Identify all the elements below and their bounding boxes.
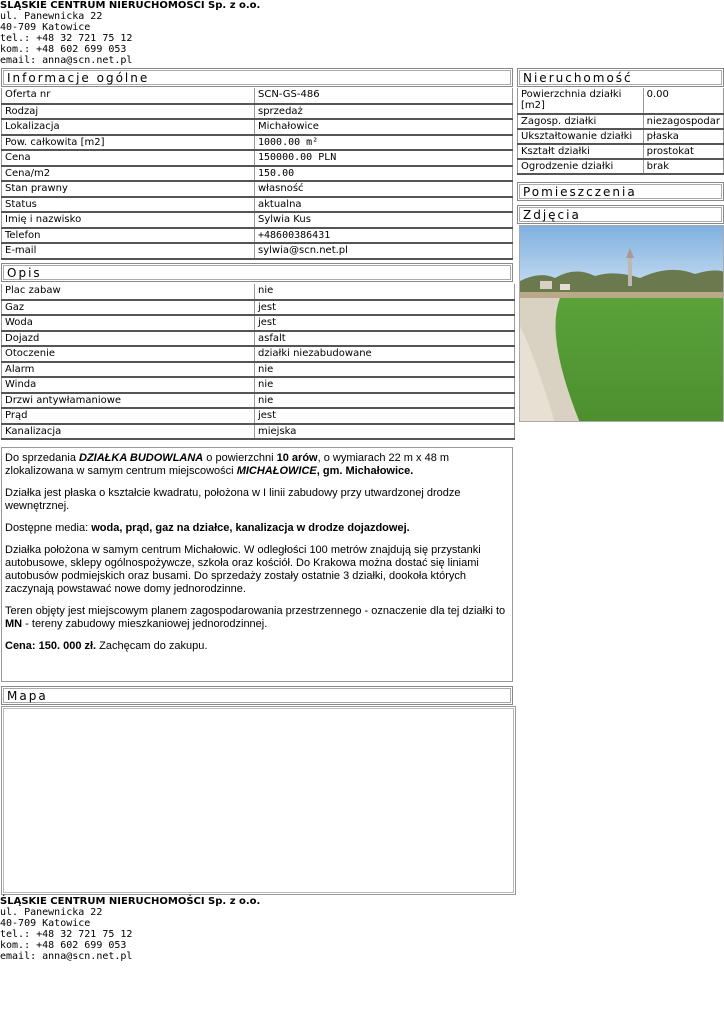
property-row-label: Ogrodzenie działki bbox=[518, 159, 644, 174]
feature-row-label: Woda bbox=[2, 315, 255, 331]
section-title-photos: Zdjęcia bbox=[517, 205, 724, 224]
general-info-row-value: SCN-GS-486 bbox=[255, 88, 513, 104]
general-info-row-value: 150.00 bbox=[255, 166, 513, 182]
general-info-row-label: Rodzaj bbox=[2, 104, 255, 120]
general-info-row-value: 1000.00 m² bbox=[255, 135, 513, 151]
landscape-photo-icon bbox=[520, 226, 724, 422]
feature-row-label: Gaz bbox=[2, 300, 255, 316]
feature-row bbox=[2, 362, 515, 378]
company-name: ŚLĄSKIE CENTRUM NIERUCHOMOŚCI Sp. z o.o. bbox=[0, 0, 261, 11]
section-title-description: Opis bbox=[1, 263, 513, 282]
footer-mobile: kom.: +48 602 699 053 bbox=[0, 940, 127, 951]
feature-row-label: Dojazd bbox=[2, 331, 255, 347]
feature-row bbox=[2, 284, 515, 300]
general-info-row bbox=[2, 243, 513, 259]
feature-row-value: miejska bbox=[255, 424, 515, 440]
general-info-row bbox=[2, 166, 513, 182]
general-info-row-value: własność bbox=[255, 181, 513, 197]
feature-row-value: nie bbox=[255, 377, 515, 393]
footer-city: 40-709 Katowice bbox=[0, 918, 91, 929]
feature-row-value: jest bbox=[255, 300, 515, 316]
description-paragraph-2: Działka jest płaska o kształcie kwadratu, położona w I linii zabudowy przy utwardzonej drodze wewnętrznej. bbox=[5, 487, 461, 512]
feature-row bbox=[2, 377, 515, 393]
features-table bbox=[1, 284, 515, 440]
feature-row bbox=[2, 300, 515, 316]
general-info-row-value: Sylwia Kus bbox=[255, 212, 513, 228]
feature-row-label: Kanalizacja bbox=[2, 424, 255, 440]
general-info-row-value: aktualna bbox=[255, 197, 513, 213]
property-row-value: brak bbox=[643, 159, 723, 174]
general-info-row bbox=[2, 135, 513, 151]
general-info-row-value: 150000.00 PLN bbox=[255, 150, 513, 166]
feature-row-label: Alarm bbox=[2, 362, 255, 378]
map-area[interactable] bbox=[1, 706, 516, 895]
property-row bbox=[518, 159, 724, 174]
general-info-row-value: Michałowice bbox=[255, 119, 513, 135]
general-info-row bbox=[2, 181, 513, 197]
section-title-general: Informacje ogólne bbox=[1, 68, 513, 87]
property-row-value: 0.00 bbox=[643, 88, 723, 114]
property-row-label: Zagosp. działki bbox=[518, 114, 644, 129]
section-title-rooms: Pomieszczenia bbox=[517, 182, 724, 201]
general-info-row bbox=[2, 150, 513, 166]
feature-row bbox=[2, 331, 515, 347]
feature-row bbox=[2, 408, 515, 424]
footer-email[interactable]: email: anna@scn.net.pl bbox=[0, 951, 133, 962]
property-row-label: Kształt działki bbox=[518, 144, 644, 159]
company-email[interactable]: email: anna@scn.net.pl bbox=[0, 55, 133, 66]
general-info-row-label: Oferta nr bbox=[2, 88, 255, 104]
feature-row bbox=[2, 346, 515, 362]
feature-row-value: nie bbox=[255, 284, 515, 300]
agency-header bbox=[0, 0, 260, 66]
footer-street: ul. Panewnicka 22 bbox=[0, 907, 103, 918]
general-info-table bbox=[1, 88, 513, 260]
company-mobile: kom.: +48 602 699 053 bbox=[0, 44, 127, 55]
property-table bbox=[517, 88, 724, 175]
property-row bbox=[518, 129, 724, 144]
footer-phone: tel.: +48 32 721 75 12 bbox=[0, 929, 133, 940]
feature-row-value: nie bbox=[255, 362, 515, 378]
general-info-row-value[interactable]: sylwia@scn.net.pl bbox=[255, 243, 513, 259]
general-info-row-label: Stan prawny bbox=[2, 181, 255, 197]
description-paragraph-1: Do sprzedania DZIAŁKA BUDOWLANA o powierzchni 10 arów, o wymiarach 22 m x 48 m zlokalizowana w samym centrum miejscowości MICHAŁOWICE, gm. Michałowice. bbox=[5, 452, 450, 477]
general-info-row-value: sprzedaż bbox=[255, 104, 513, 120]
feature-row-value: nie bbox=[255, 393, 515, 409]
general-info-row bbox=[2, 88, 513, 104]
section-title-property: Nieruchomość bbox=[517, 68, 724, 87]
feature-row bbox=[2, 393, 515, 409]
feature-row-value: jest bbox=[255, 315, 515, 331]
feature-row bbox=[2, 424, 515, 440]
general-info-row bbox=[2, 197, 513, 213]
general-info-row-label: Telefon bbox=[2, 228, 255, 244]
feature-row-label: Winda bbox=[2, 377, 255, 393]
footer-company-name: ŚLĄSKIE CENTRUM NIERUCHOMOŚCI Sp. z o.o. bbox=[0, 896, 261, 907]
feature-row-value: jest bbox=[255, 408, 515, 424]
feature-row-label: Plac zabaw bbox=[2, 284, 255, 300]
agency-footer bbox=[0, 896, 260, 962]
property-row-label: Ukształtowanie działki bbox=[518, 129, 644, 144]
general-info-row bbox=[2, 228, 513, 244]
feature-row bbox=[2, 315, 515, 331]
description-paragraph-3: Dostępne media: woda, prąd, gaz na działce, kanalizacja w drodze dojazdowej. bbox=[5, 522, 410, 534]
property-row bbox=[518, 144, 724, 159]
property-row bbox=[518, 88, 724, 114]
company-city: 40-709 Katowice bbox=[0, 22, 91, 33]
feature-row-value: asfalt bbox=[255, 331, 515, 347]
property-row-value: płaska bbox=[643, 129, 723, 144]
feature-row-label: Drzwi antywłamaniowe bbox=[2, 393, 255, 409]
property-row bbox=[518, 114, 724, 129]
general-info-row-label: Imię i nazwisko bbox=[2, 212, 255, 228]
company-street: ul. Panewnicka 22 bbox=[0, 11, 103, 22]
feature-row-value: działki niezabudowane bbox=[255, 346, 515, 362]
general-info-row-label: Cena bbox=[2, 150, 255, 166]
general-info-row bbox=[2, 119, 513, 135]
description-paragraph-6: Cena: 150. 000 zł. Zachęcam do zakupu. bbox=[5, 640, 208, 652]
general-info-row-label: Lokalizacja bbox=[2, 119, 255, 135]
general-info-row-label: E-mail bbox=[2, 243, 255, 259]
description-paragraph-4: Działka położona w samym centrum Michałowic. W odległości 100 metrów znajdują się przystanki autobusowe, sklepy ogólnospożywcze, szkoła oraz kościół. Do Krakowa można dostać się liniami autobusów podmiejskich oraz busami. Do sprzedaży zostały ostatnie 3 działki, dookoła których zaczynają powstawać nowe domy jednorodzinne. bbox=[5, 544, 481, 595]
description-text bbox=[1, 447, 513, 682]
general-info-row-label: Cena/m2 bbox=[2, 166, 255, 182]
description-paragraph-5: Teren objęty jest miejscowym planem zagospodarowania przestrzennego - oznaczenie dla tej działki to MN - tereny zabudowy mieszkaniowej jednorodzinnej. bbox=[5, 605, 506, 630]
general-info-row-label: Pow. całkowita [m2] bbox=[2, 135, 255, 151]
property-row-label: Powierzchnia działki [m2] bbox=[518, 88, 644, 114]
general-info-row-label: Status bbox=[2, 197, 255, 213]
general-info-row bbox=[2, 104, 513, 120]
feature-row-label: Prąd bbox=[2, 408, 255, 424]
section-title-map: Mapa bbox=[1, 686, 513, 705]
general-info-row-value: +48600386431 bbox=[255, 228, 513, 244]
property-row-value: niezagospodar bbox=[643, 114, 723, 129]
company-phone: tel.: +48 32 721 75 12 bbox=[0, 33, 133, 44]
property-photo[interactable] bbox=[519, 225, 724, 422]
feature-row-label: Otoczenie bbox=[2, 346, 255, 362]
general-info-row bbox=[2, 212, 513, 228]
property-row-value: prostokat bbox=[643, 144, 723, 159]
